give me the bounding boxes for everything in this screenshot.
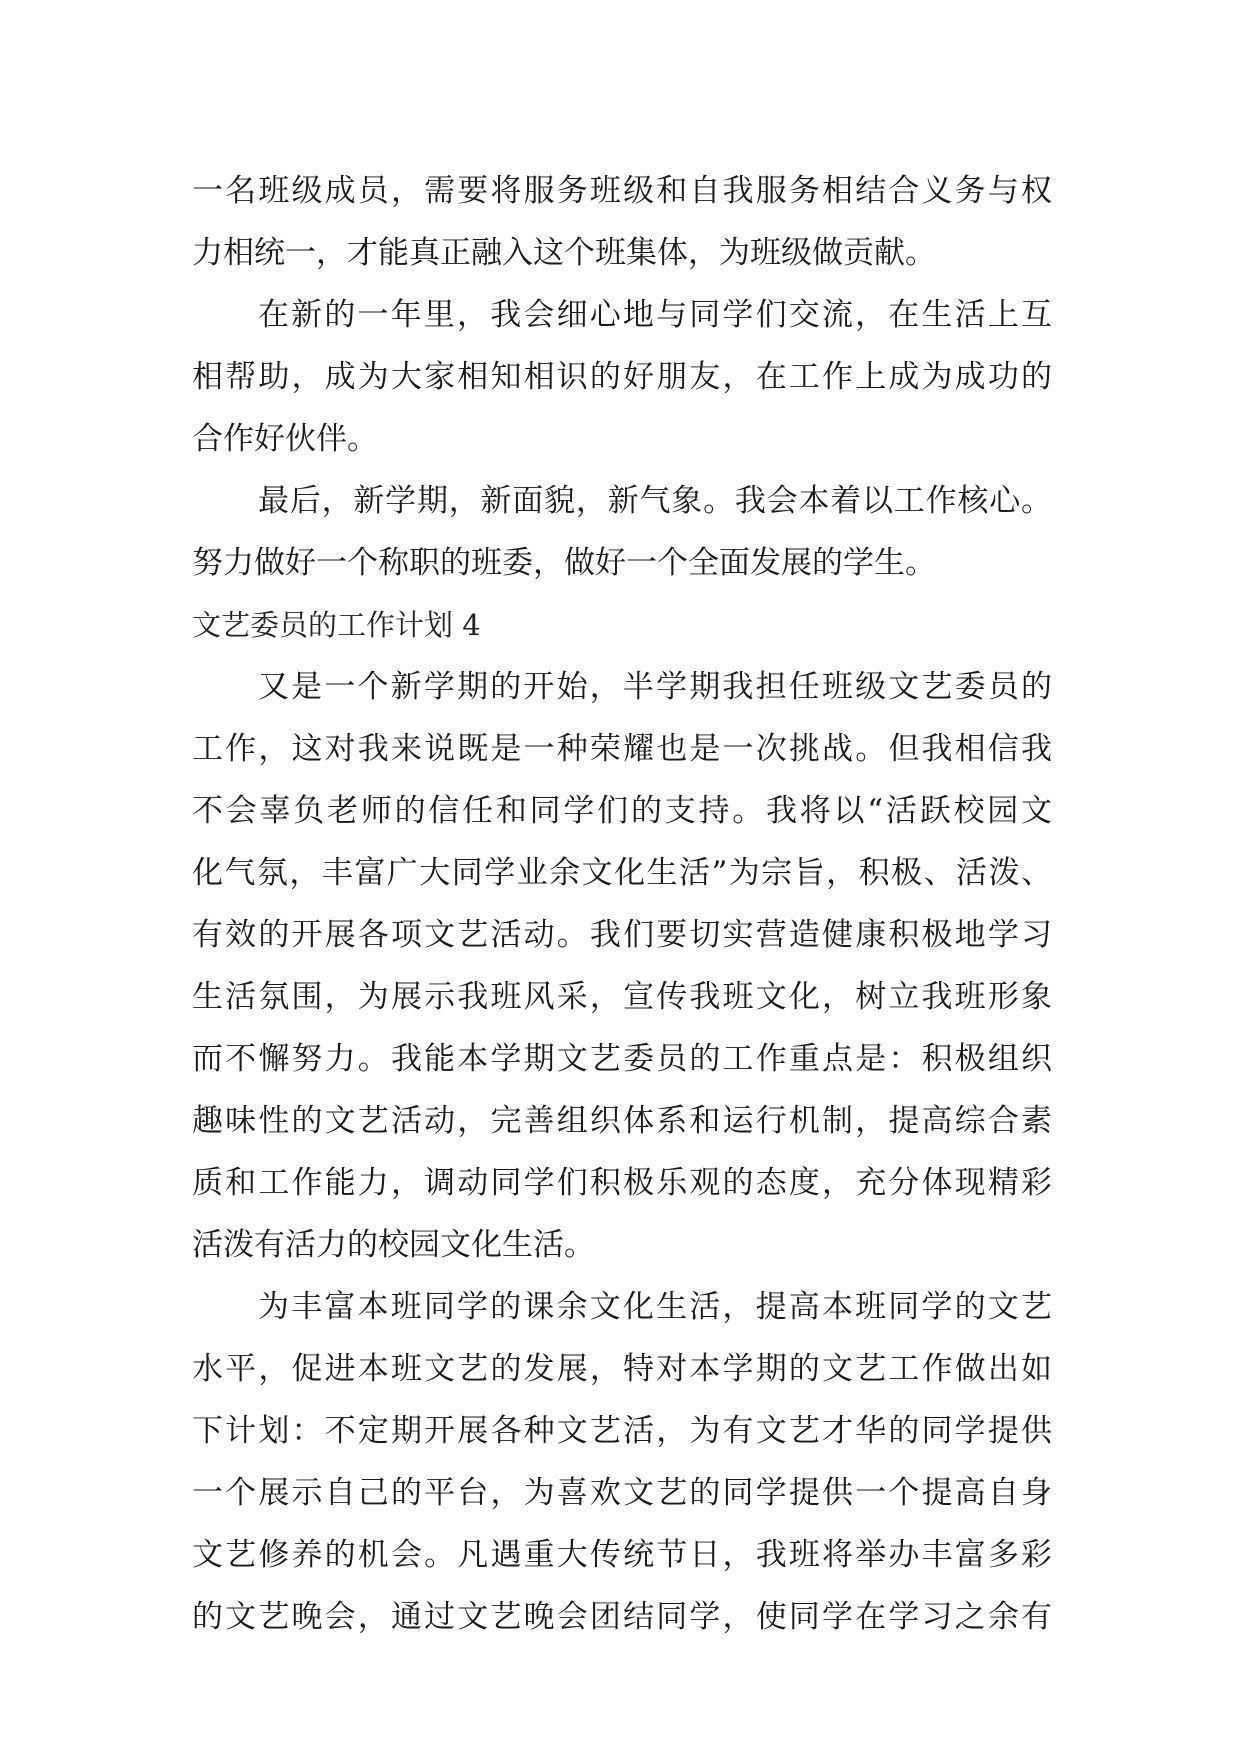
- paragraph-line: 力相统一，才能真正融入这个班集体，为班级做贡献。: [192, 235, 936, 271]
- paragraph-line: 又是一个新学期的开始，半学期我担任班级文艺委员的: [258, 669, 1052, 705]
- paragraph-line: 一个展示自己的平台，为喜欢文艺的同学提供一个提高自身: [192, 1475, 1052, 1511]
- paragraph-line: 努力做好一个称职的班委，做好一个全面发展的学生。: [192, 545, 936, 581]
- paragraph-line: 为丰富本班同学的课余文化生活，提高本班同学的文艺: [258, 1289, 1052, 1325]
- paragraph-line: 在新的一年里，我会细心地与同学们交流，在生活上互: [258, 297, 1052, 333]
- paragraph-line: 工作，这对我来说既是一种荣耀也是一次挑战。但我相信我: [192, 731, 1052, 767]
- paragraph-line: 生活氛围，为展示我班风采，宣传我班文化，树立我班形象: [192, 979, 1052, 1015]
- paragraph-line: 质和工作能力，调动同学们积极乐观的态度，充分体现精彩: [192, 1165, 1052, 1201]
- paragraph-line: 化气氛，丰富广大同学业余文化生活”为宗旨，积极、活泼、: [192, 855, 1052, 891]
- section-heading: 文艺委员的工作计划 4: [192, 608, 481, 642]
- paragraph-line: 水平，促进本班文艺的发展，特对本学期的文艺工作做出如: [192, 1351, 1052, 1387]
- paragraph-line: 有效的开展各项文艺活动。我们要切实营造健康积极地学习: [192, 917, 1052, 953]
- paragraph-line: 最后，新学期，新面貌，新气象。我会本着以工作核心。: [258, 483, 1052, 519]
- paragraph-line: 而不懈努力。我能本学期文艺委员的工作重点是：积极组织: [192, 1041, 1052, 1077]
- document-body: [192, 160, 1052, 1648]
- paragraph-line: 下计划：不定期开展各种文艺活，为有文艺才华的同学提供: [192, 1413, 1052, 1449]
- paragraph-line: 相帮助，成为大家相知相识的好朋友，在工作上成为成功的: [192, 359, 1052, 395]
- paragraph-line: 文艺修养的机会。凡遇重大传统节日，我班将举办丰富多彩: [192, 1537, 1052, 1573]
- paragraph-line: 一名班级成员，需要将服务班级和自我服务相结合义务与权: [192, 173, 1052, 209]
- paragraph-line: 活泼有活力的校园文化生活。: [192, 1227, 595, 1263]
- paragraph-line: 趣味性的文艺活动，完善组织体系和运行机制，提高综合素: [192, 1103, 1052, 1139]
- paragraph-line: 合作好伙伴。: [192, 421, 378, 457]
- paragraph-line: 不会辜负老师的信任和同学们的支持。我将以“活跃校园文: [192, 793, 1052, 829]
- paragraph-line: 的文艺晚会，通过文艺晚会团结同学，使同学在学习之余有: [192, 1599, 1052, 1635]
